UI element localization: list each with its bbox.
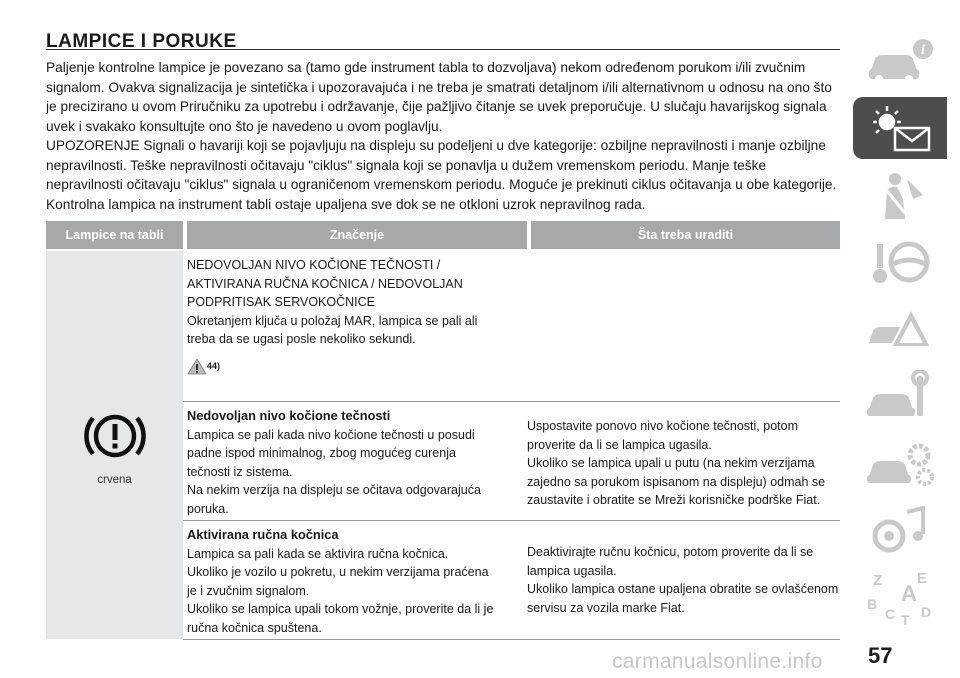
table-body [46, 251, 840, 640]
row-action [523, 521, 840, 639]
page-title: LAMPICE I PORUKE [46, 31, 237, 52]
page-number: 57 [868, 643, 893, 668]
index-letter-z: Z [873, 572, 883, 589]
row-meaning [183, 521, 523, 639]
warning-paragraph: UPOZORENJE Signali o havariji koji se pojavljuju na displeju su podeljeni u dve kategorije: ozbiljne nepravilnosti i manje ozbiljne nepravilnosti. Teške nepravilnosti očitavaju "ciklus" signala koji se ponavlja u dužem vremenskom periodu. Manje teške nepravilnosti očitavaju "ciklus" signala u ograničenom vremenskom periodu. Moguće je prekinuti ciklus očitavanja u obe kategorije. Kontrolna lampica na instrument tabli ostaje upaljena sve dok se ne otkloni uzrok nepravilnog rada. [46, 138, 837, 212]
meaning-line: Ukoliko se lampica upali tokom vožnje, proverite da li je [187, 602, 494, 616]
chapter-sidebar [853, 30, 947, 633]
meaning-line: Okretanjem ključa u položaj MAR, lampica se pali ali [187, 313, 478, 328]
tab-index[interactable] [853, 566, 947, 628]
lamp-color-label: crvena [97, 474, 132, 486]
brake-warning-icon [83, 404, 147, 468]
index-letter-b: B [867, 596, 878, 612]
index-letter-a: A [901, 581, 917, 606]
row-meaning [183, 402, 523, 520]
meaning-line: AKTIVIRANA RUČNA KOČNICA / NEDOVOLJAN [187, 276, 463, 291]
row-general-meaning [183, 251, 840, 401]
title-divider [46, 49, 840, 50]
row-action [523, 402, 840, 520]
meaning-line: PODPRITISAK SERVOKOČNICE [187, 295, 376, 309]
header-action: Šta treba uraditi [527, 221, 840, 249]
seatbelt-airbag-icon [863, 169, 937, 221]
lamp-cell [46, 251, 183, 639]
meaning-line: Lampica sa pali kada se aktivira ručna kočnica. [187, 546, 449, 561]
meaning-line: treba da se ugasi posle nekoliko sekundi. [187, 332, 416, 346]
warning-lights-messages-icon [863, 102, 937, 154]
tab-technical-data[interactable] [853, 432, 947, 494]
action-line: proverite da li se lampica ugasila. [527, 437, 712, 452]
action-line: Ukoliko lampica ostane upaljena obratite se ovlašćenom [527, 582, 839, 596]
row-title: Nedovoljan nivo kočione tečnosti [187, 408, 391, 423]
action-line: zajedno sa porukom ispisanom na displeju) odmah se [527, 474, 826, 489]
action-line: servisu za vozila marke Fiat. [527, 600, 685, 615]
row-title: Aktivirana ručna kočnica [187, 527, 339, 542]
multimedia-icon [863, 504, 937, 556]
meaning-line: Lampica se pali kada nivo kočione tečnosti u posudi [187, 427, 475, 442]
tab-warning-lights[interactable] [853, 97, 947, 159]
header-meaning: Značenje [183, 221, 527, 249]
svg-text:i: i [921, 43, 925, 58]
tab-maintenance[interactable] [853, 365, 947, 427]
table-row [183, 251, 840, 402]
meaning-line: tečnosti iz sistema. [187, 464, 293, 479]
table-row [183, 521, 840, 640]
table-row [183, 402, 840, 521]
technical-data-gears-icon [863, 437, 937, 489]
index-letter-d: D [921, 604, 932, 620]
meaning-line: Na nekim verzija na displeju se očitava odgovarajuća [187, 483, 481, 497]
key-steering-wheel-icon [863, 236, 937, 288]
index-letter-t: T [901, 612, 910, 627]
note-reference: 44) [207, 360, 221, 371]
action-line: lampica ugasila. [527, 563, 617, 578]
meaning-line: je i zvučnim signalom. [187, 583, 310, 598]
car-info-icon [863, 35, 937, 87]
intro-paragraph: Paljenje kontrolne lampice je povezano sa (tamo gde instrument tabla to dozvoljava) nekom određenom porukom i/ili zvučnim signalom. Ovakva signalizacija je sintetička i upozoravajuća i ne treba je smatrati detaljnom i/ili alternativnom u odnosu na ono što je precizirano u ovom Priručniku za upotrebu i održavanje, čije pažljivo čitanje se uvek preporučuje. U slučaju havarijskog signala uvek i svakako konsultujte ono što je navedeno u ovom poglavlju. [46, 60, 832, 134]
index-letter-e: E [917, 570, 928, 587]
table-header [46, 221, 840, 249]
watermark: carmanualsonline.info [612, 650, 823, 673]
action-line: zaustavite i obratite se Mreži korisničke podrške Fiat. [527, 493, 821, 507]
meaning-line: padne ispod minimalnog, zbog mogućeg curenja [187, 446, 456, 460]
header-lamps: Lampice na tabli [65, 228, 164, 242]
tab-emergency[interactable] [853, 298, 947, 360]
tab-safety[interactable] [853, 164, 947, 226]
meaning-line: ručna kočnica spuštena. [187, 620, 322, 635]
action-line: Ukoliko se lampica upali u putu (na nekim verzijama [527, 456, 815, 470]
maintenance-wrench-icon [863, 370, 937, 422]
warning-triangle-icon [187, 358, 207, 375]
tab-car-info[interactable] [853, 30, 947, 92]
index-letter-c: C [885, 606, 896, 622]
index-letters-icon [863, 567, 937, 627]
meaning-line: Ukoliko je vozilo u pokretu, u nekim verzijama praćena [187, 565, 489, 579]
warning-lights-table [46, 221, 840, 640]
meaning-line: poruka. [187, 501, 229, 516]
action-line: Uspostavite ponovo nivo kočione tečnosti, potom [527, 419, 798, 433]
action-line: Deaktivirajte ručnu kočnicu, potom proverite da li se [527, 545, 814, 559]
breakdown-triangle-icon [863, 303, 937, 355]
intro-text [46, 58, 846, 214]
meaning-line: NEDOVOLJAN NIVO KOČIONE TEČNOSTI / [187, 258, 441, 272]
warning-note [187, 357, 840, 376]
table-rows [183, 251, 840, 640]
tab-multimedia[interactable] [853, 499, 947, 561]
tab-starting[interactable] [853, 231, 947, 293]
